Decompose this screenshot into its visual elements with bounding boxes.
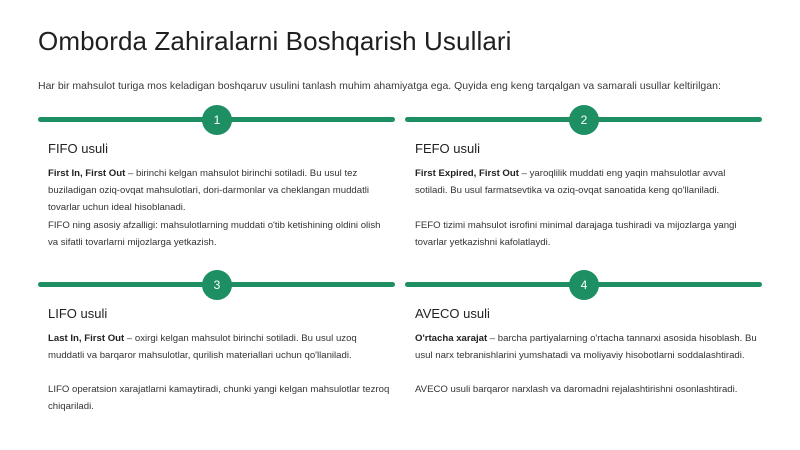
card-term: First Expired, First Out	[415, 168, 519, 179]
method-card-lifo	[38, 278, 395, 432]
card-description-text: – oxirgi kelgan mahsulot birinchi sotiladi. Bu usul uzoq muddatli va barqaror mahsulotlar, qurilish materiallari uchun qo'llaniladi.	[48, 333, 357, 361]
method-card-fifo	[38, 113, 395, 267]
card-heading: FIFO usuli	[48, 141, 108, 156]
card-term: First In, First Out	[48, 168, 126, 179]
card-description-text: – birinchi kelgan mahsulot birinchi sotiladi. Bu usul tez buziladigan oziq-ovqat mahsulotlari, dori-darmonlar va cheklangan muddatli tovarlar uchun ideal hisoblanadi.	[48, 168, 370, 213]
card-description-text: – barcha partiyalarning o'rtacha tannarxi asosida hisoblash. Bu usul narx tebranishlarini yumshatadi va moliyaviy hisobotlarni soddalashtiradi.	[415, 333, 757, 361]
step-number-badge: 1	[202, 105, 232, 135]
card-term: Last In, First Out	[48, 333, 125, 344]
step-number-badge: 2	[569, 105, 599, 135]
card-note: FIFO ning asosiy afzalligi: mahsulotlarning muddati o'tib ketishining oldini olish va sifatli tovarlarni mijozlarga yetkazish.	[48, 220, 381, 248]
card-description	[48, 165, 393, 216]
step-number-badge: 3	[202, 270, 232, 300]
page-title: Omborda Zahiralarni Boshqarish Usullari	[38, 26, 512, 56]
card-note: AVECO usuli barqaror narxlash va daromadni rejalashtirishni osonlashtiradi.	[415, 384, 738, 395]
card-description-text: – yaroqlilik muddati eng yaqin mahsulotlar avval sotiladi. Bu usul farmatsevtika va oziq-ovqat sanoatida keng qo'llaniladi.	[415, 168, 726, 196]
method-card-aveco	[405, 278, 762, 432]
card-term: O'rtacha xarajat	[415, 333, 488, 344]
card-note: LIFO operatsion xarajatlarni kamaytiradi, chunki yangi kelgan mahsulotlar tezroq chiqariladi.	[48, 384, 390, 412]
card-description	[415, 330, 760, 364]
method-card-fefo	[405, 113, 762, 267]
card-heading: LIFO usuli	[48, 306, 108, 321]
card-heading: FEFO usuli	[415, 141, 481, 156]
step-number-badge: 4	[569, 270, 599, 300]
intro-text: Har bir mahsulot turiga mos keladigan boshqaruv usulini tanlash muhim ahamiyatga ega. Quyida eng keng tarqalgan va samarali usullar keltirilgan:	[38, 80, 721, 92]
card-note: FEFO tizimi mahsulot isrofini minimal darajaga tushiradi va mijozlarga yangi tovarlar yetkazishni kafolatlaydi.	[415, 220, 737, 248]
card-description	[415, 165, 760, 199]
card-description	[48, 330, 393, 364]
card-heading: AVECO usuli	[415, 306, 490, 321]
